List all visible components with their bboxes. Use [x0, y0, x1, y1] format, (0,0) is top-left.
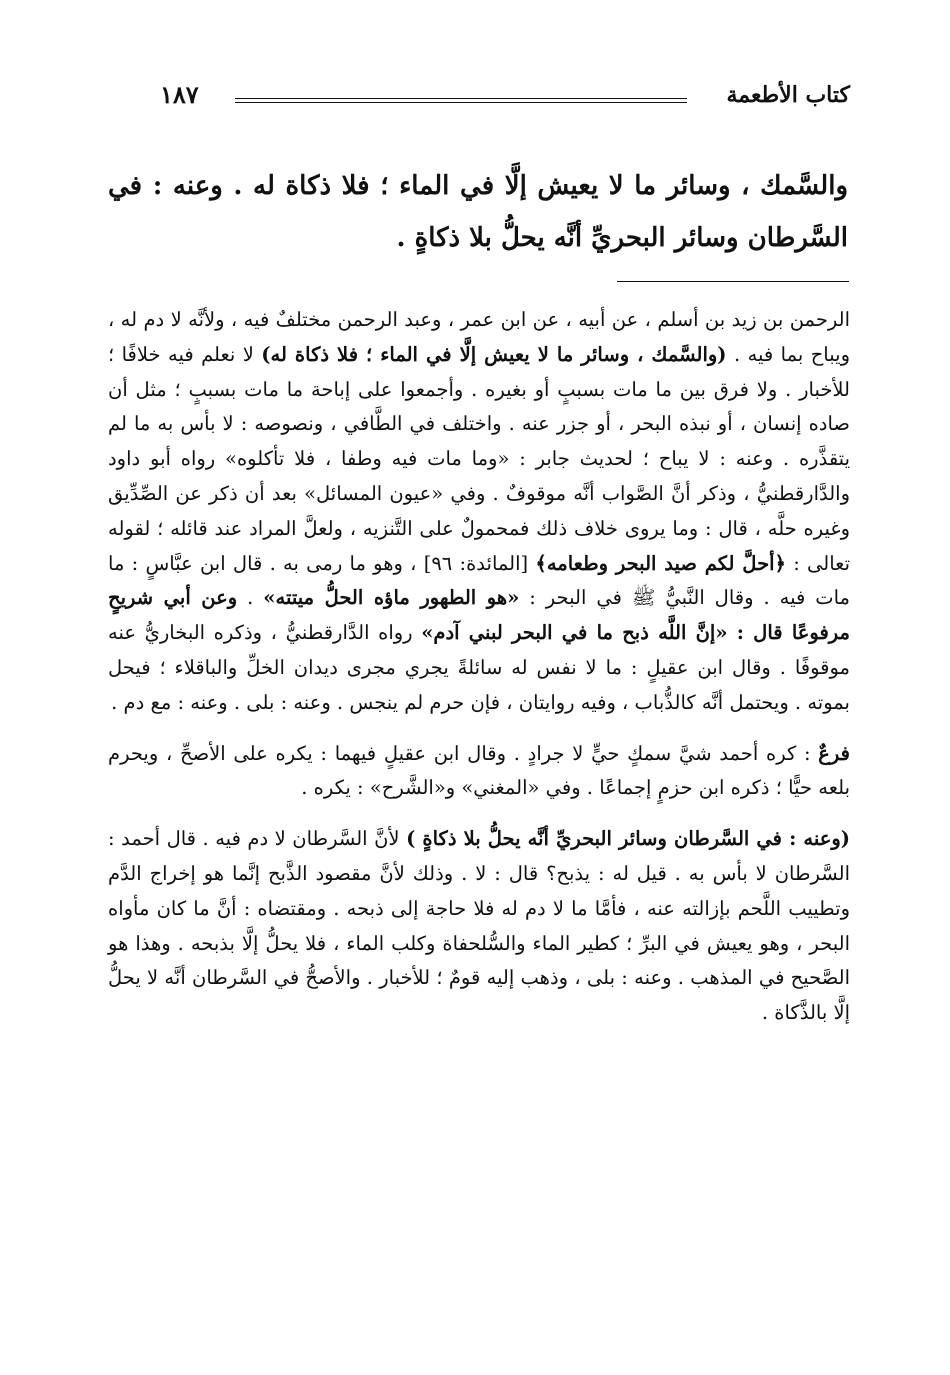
commentary-text-run: [المائدة: ٩٦] ، وهو ما رمى به . قال ابن عبَّاسٍ : ما مات فيه . وقال النَّبيُّ ﷺ في البحر : — [108, 551, 850, 610]
quran-verse: ﴿أحلَّ لكم صيد البحر وطعامه﴾ — [535, 551, 786, 575]
commentary-text-run: . — [237, 586, 264, 610]
commentary-text-run: : كره أحمد شيَّ سمكٍ حيٍّ لا جرادٍ . وقال ابن عقيلٍ فيهما : يكره على الأصحِّ ، ويحرم بلعه حيًّا ؛ ذكره ابن حزمٍ إجماعًا . وفي «المغني» و«الشَّرح» : يكره . — [108, 741, 850, 800]
commentary-paragraph-2 — [108, 737, 850, 807]
commentary-text — [108, 303, 850, 1031]
quoted-main-text: (وعنه : في السَّرطان وسائر البحريِّ أنَّه يحلُّ بلا ذكاةٍ ) — [406, 827, 850, 851]
commentary-text-run: لا نعلم فيه خلافًا ؛ للأخبار . ولا فرق بين ما مات بسببٍ أو بغيره . وأجمعوا على إباحة ما مات بسببٍ ؛ مثل أن صاده إنسان ، أو نبذه البحر ، أو جزر عنه . واختلف في الطَّافي ، ونصوصه : لا بأس به ما لم يتقذَّره . وعنه : لا يباح ؛ لحديث جابر : «وما مات فيه وطفا ، فلا تأكلوه» رواه أبو داود والدَّارقطنيُّ ، وذكر أنَّ الصَّواب أنَّه موقوفٌ . وفي «عيون المسائل» بعد أن ذكر عن الصِّدِّيق وغيره حلَّه ، قال : وما يروى خلاف ذلك فمحمولٌ على التَّنزيه ، ولعلَّ المراد عند قائله ؛ لقوله تعالى : — [108, 342, 851, 575]
running-title: كتاب الأطعمة — [726, 82, 850, 108]
separator-rule — [617, 281, 849, 282]
main-text — [108, 160, 848, 264]
commentary-text-run: رواه الدَّارقطنيُّ ، وذكره البخاريُّ عنه موقوفًا . وقال ابن عقيلٍ : ما لا نفس له سائلةً يجري مجرى ديدان الخلِّ والباقلاء ؛ فيحل بموته . ويحتمل أنَّه كالذُّباب ، وفيه روايتان ، فإن حرم لم ينجس . وعنه : بلى . وعنه : مع دم . — [108, 621, 850, 714]
page-number: ١٨٧ — [160, 80, 199, 109]
branch-heading: فرعٌ — [818, 741, 850, 765]
commentary-paragraph-3 — [108, 822, 850, 1031]
commentary-text-run: الرحمن بن زيد بن أسلم ، عن أبيه ، عن ابن عمر ، وعبد الرحمن مختلفٌ فيه ، ولأنَّه لا دم له ، ويباح بما فيه . — [108, 308, 850, 366]
hadith-quote: وعن أبي شريحٍ مرفوعًا قال : «إنَّ اللَّه ذبح ما في البحر لبني آدم» — [108, 586, 850, 645]
commentary-text-run: لأنَّ السَّرطان لا دم فيه . قال أحمد : السَّرطان لا بأس به . قيل له : يذبح؟ قال : لا . وذلك لأنَّ مقصود الذَّبح إنَّما هو إخراج الدَّم وتطييب اللَّحم بإزالته عنه ، فأمَّا ما لا دم له فلا حاجة إلى ذبحه . ومقتضاه : أنَّ ما كان مأواه البحر ، وهو يعيش في البرِّ ؛ كطير الماء والسُّلحفاة وكلب الماء ، فلا يحلُّ إلَّا بذبحه . وهذا هو الصَّحيح في المذهب . وعنه : بلى ، وذهب إليه قومٌ ؛ للأخبار . والأصحُّ في السَّرطان أنَّه لا يحلُّ إلَّا بالذَّكاة . — [108, 827, 850, 1025]
header-rule-lower — [235, 102, 687, 103]
header-rule — [235, 98, 687, 99]
page-header — [150, 78, 850, 118]
quoted-main-text: (والسَّمك ، وسائر ما لا يعيش إلَّا في الماء ؛ فلا ذكاة له) — [261, 342, 727, 366]
hadith-quote: «هو الطهور ماؤه الحلُّ ميتته» — [263, 586, 520, 610]
main-text-paragraph: والسَّمك ، وسائر ما لا يعيش إلَّا في الماء ؛ فلا ذكاة له . وعنه : في السَّرطان وسائر البحريِّ أنَّه يحلُّ بلا ذكاةٍ . — [108, 171, 848, 253]
commentary-paragraph-1 — [108, 303, 850, 721]
